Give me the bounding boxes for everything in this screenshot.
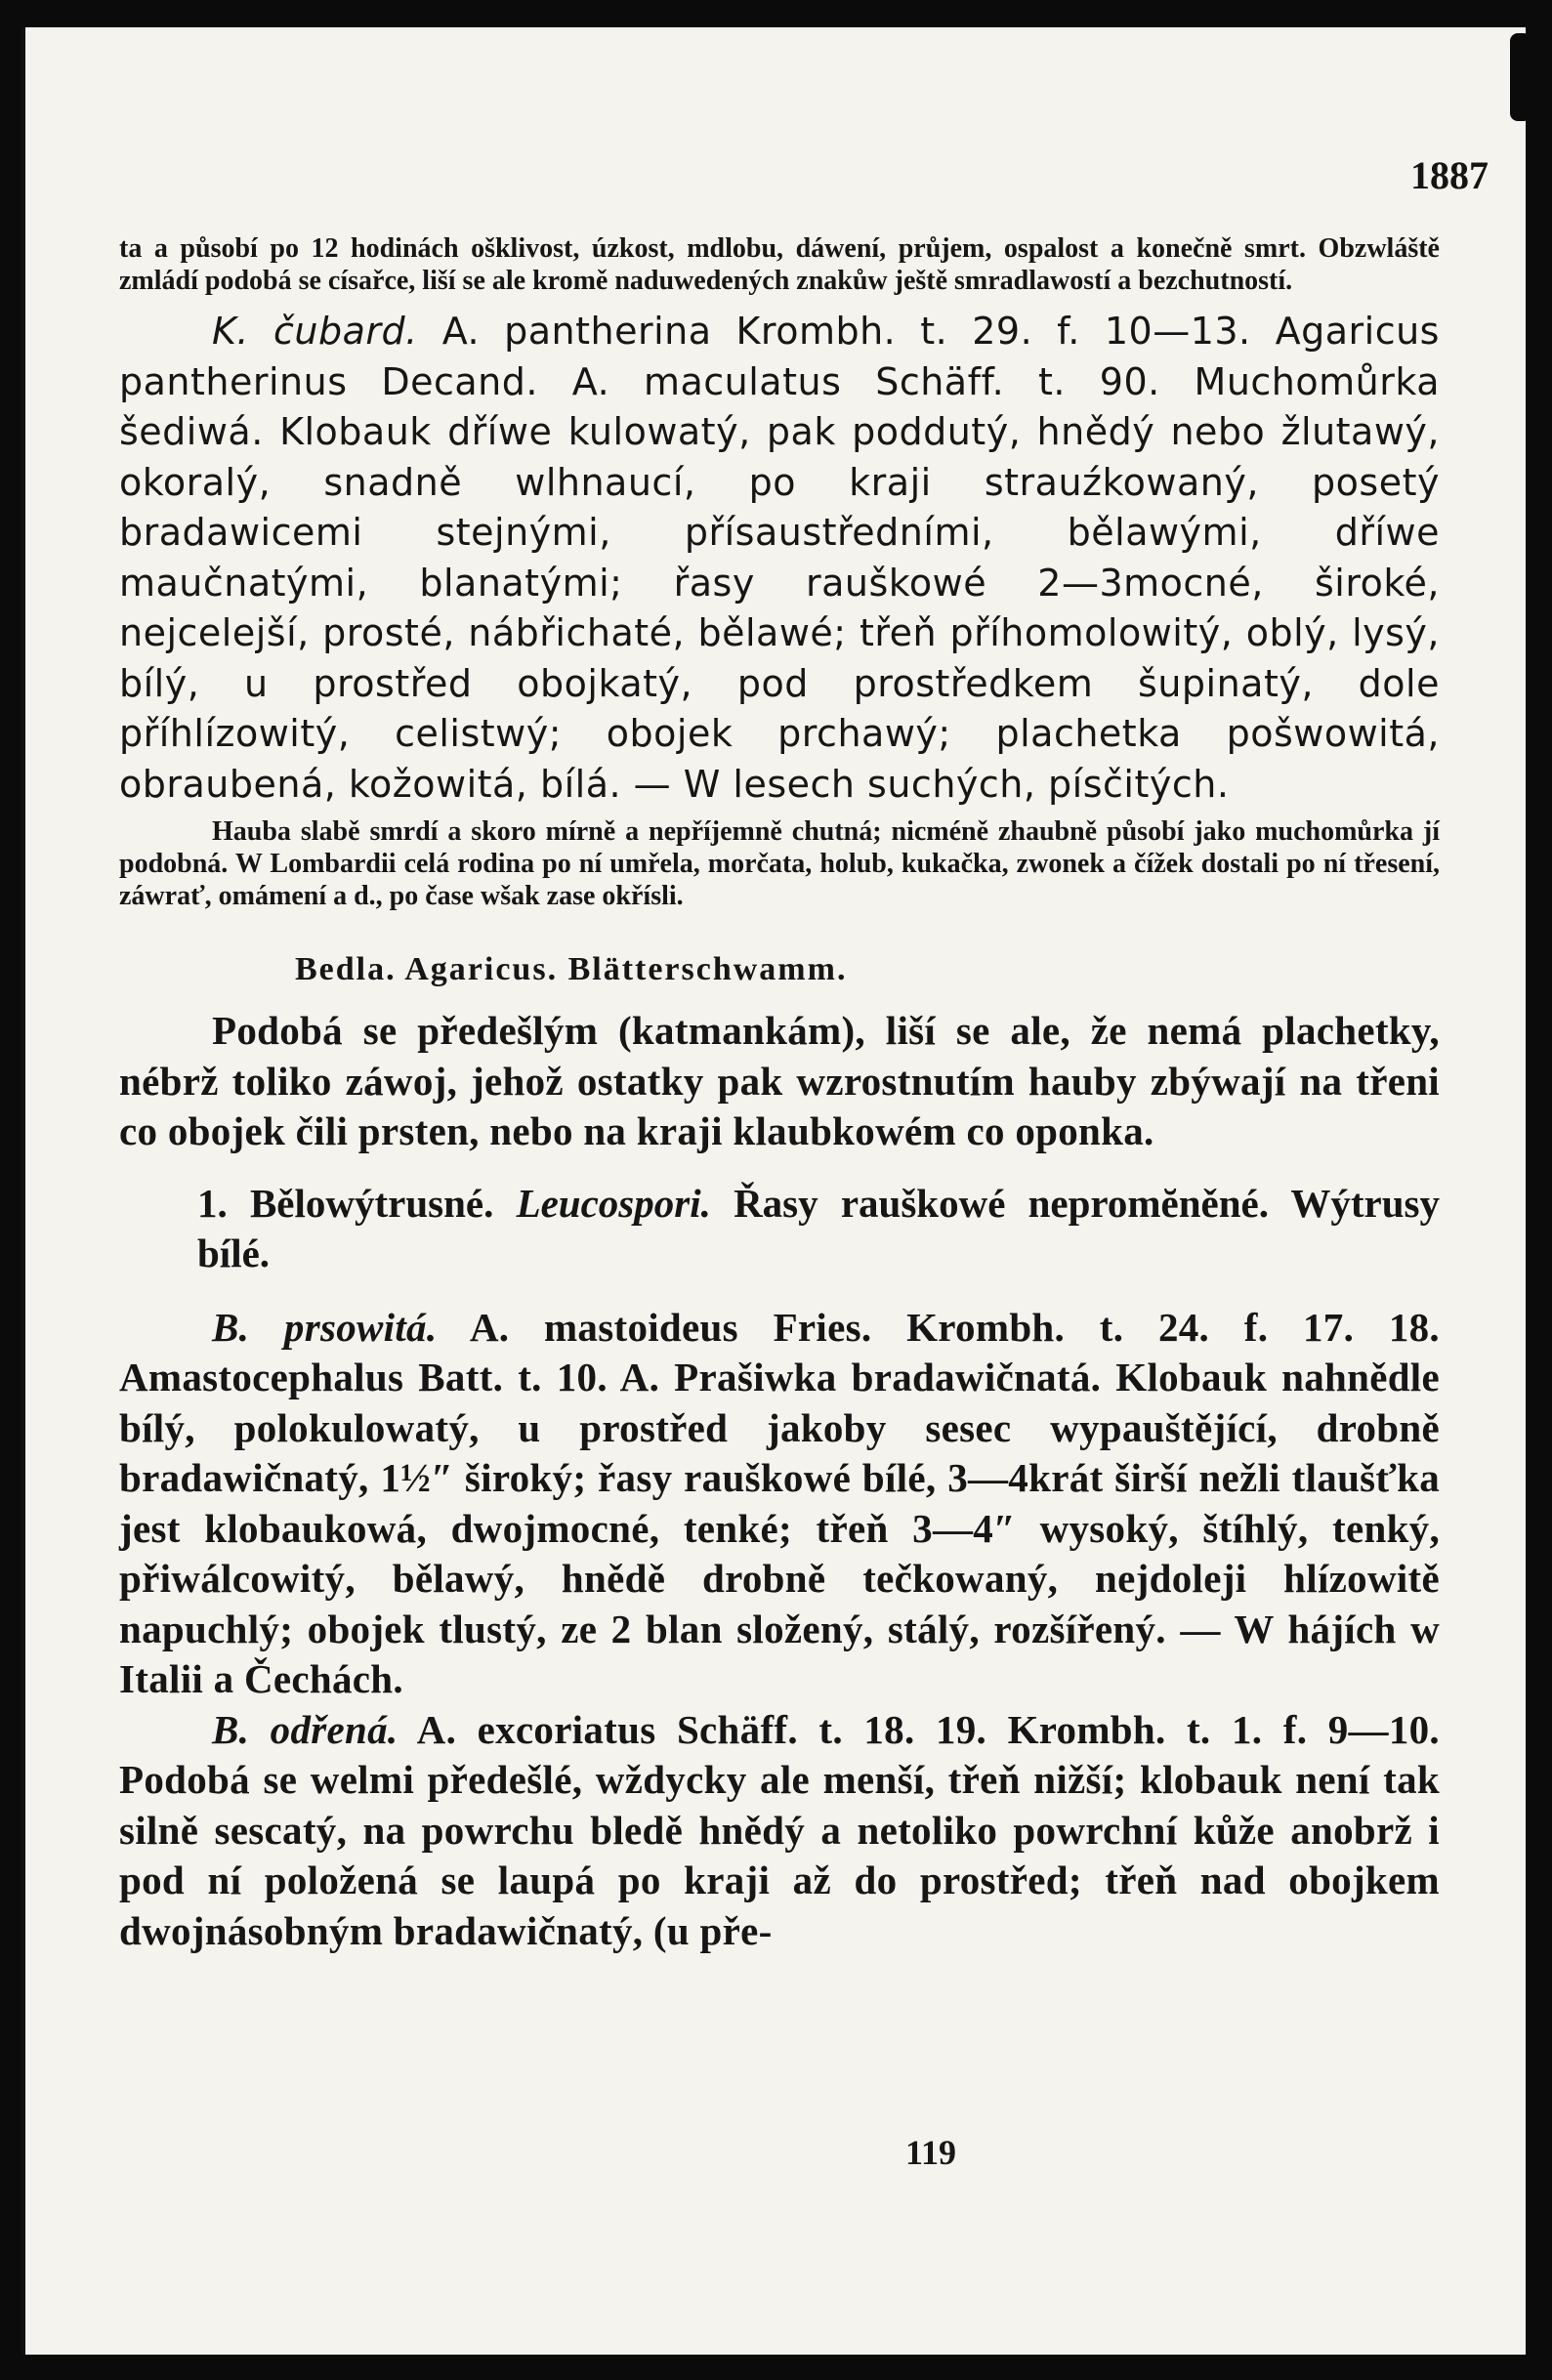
species-description: A. excoriatus Schäff. t. 18. 19. Krombh. t. 1. f. 9—10. Podobá se welmi předešlé, wždycky ale menší, třeň nižší; klobauk není tak silně sescatý, na powrchu bledě hnědý a netoliko powrchní kůže anobrž i pod ní položená se laupá po kraji až do prostřed; třeň nad obojkem dwojnásobným bradawičnatý, (u pře- xyxy=(119,1706,1440,1953)
species-name: B. odřená. xyxy=(212,1706,398,1752)
species-entry-text xyxy=(119,307,1440,810)
signature-mark: 119 xyxy=(905,2133,957,2172)
species-entry-odrena xyxy=(119,1705,1440,1957)
page-number: 1887 xyxy=(1410,153,1489,197)
subsection-text: Řasy rauškowé nepromĕněné. Wýtrusy bílé. xyxy=(197,1180,1441,1275)
species-description: A. mastoideus Fries. Krombh. t. 24. f. 17. 18. Amastocephalus Batt. t. 10. A. Prašiwka bradawičnatá. Klobauk nahnědle bílý, polokulowatý, u prostřed jakoby sesec wypauštějící, drobně bradawičnatý, 1½″ široký; řasy rauškowé bílé, 3—4krát širší nežli tlaušťka jest klobaukowá, dwojmocné, tenké; třeň 3—4″ wysoký, štíhlý, tenký, přiwálcowitý, bělawý, hnědě drobně tečkowaný, nejdoleji hlízowitě napuchlý; obojek tlustý, ze 2 blan složený, stálý, rozšířený. — W hájích w Italii a Čechách. xyxy=(119,1304,1440,1701)
subsection-number: 1. xyxy=(197,1180,228,1226)
species-note: Hauba slabě smrdí a skoro mírně a nepříjemně chutná; nicméně zhaubně působí jako muchomůrka jí podobná. W Lombardii celá rodina po ní umřela, morčata, holub, kukačka, zwonek a čížek dostali po ní třesení, záwrať, omámení a d., po čase wšak zase okřísli. xyxy=(119,816,1440,911)
page-edge-shadow xyxy=(1510,33,1526,121)
species-entry-prsowita xyxy=(119,1303,1440,1705)
subsection-latin: Leucospori. xyxy=(516,1180,711,1226)
species-name: B. prsowitá. xyxy=(212,1304,438,1350)
subsection-heading xyxy=(119,1179,1440,1279)
section-intro: Podobá se předešlým (katmankám), liší se ale, že nemá plachetky, nébrž toliko záwoj, jehož ostatky pak wzrostnutím hauby zbýwají na třeni co obojek čili prsten, nebo na kraji klaubkowém co oponka. xyxy=(119,1008,1440,1153)
continuation-paragraph: ta a působí po 12 hodinách ošklivost, úzkost, mdlobu, dáwení, průjem, ospalost a konečně smrt. Obzwláště zmládí podobá se císařce, liší se ale kromě naduwedených znakůw ještě smradlawostí a bezchutností. xyxy=(119,233,1440,296)
subsection-title: Bělowýtrusné. xyxy=(249,1180,494,1226)
species-entry-cubard xyxy=(119,307,1440,912)
species-references: A. pantherina Krombh. t. 29. f. 10—13. Agaricus pantherinus Decand. A. maculatus Schäff. t. 90. xyxy=(119,310,1440,403)
page-body xyxy=(119,232,1440,1956)
book-page xyxy=(21,27,1526,2355)
species-description: Muchomůrka šediwá. Klobauk dříwe kulowatý, pak poddutý, hnědý nebo žlutawý, okoralý, snadně wlhnaucí, po kraji strauźkowaný, posetý bradawicemi stejnými, přísaustředními, bělawými, dříwe maučnatými, blanatými; řasy rauškowé 2—3mocné, široké, nejcelejší, prosté, nábřichaté, bělawé; třeň příhomolowitý, oblý, lysý, bílý, u prostřed obojkatý, pod prostředkem šupinatý, dole příhlízowitý, celistwý; obojek prchawý; plachetka pošwowitá, obraubená, kožowitá, bílá. — W lesech suchých, písčitých. xyxy=(119,359,1440,806)
section-heading: Bedla. Agaricus. Blätterschwamm. xyxy=(295,951,848,987)
species-name: K. čubard. xyxy=(212,310,418,353)
